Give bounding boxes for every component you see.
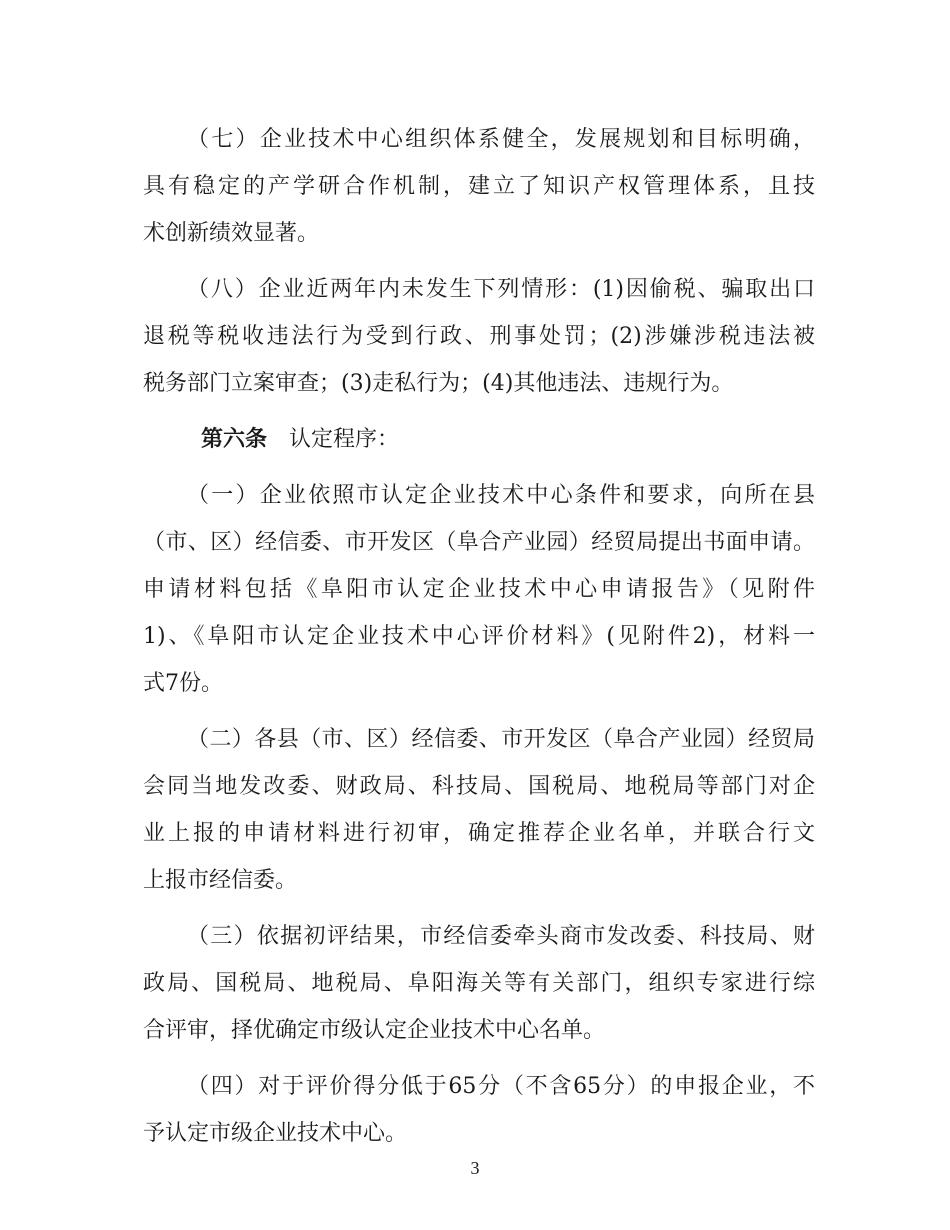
paragraph-line: （四）对于评价得分低于65分（不含65分）的申报企业，不 <box>187 1074 815 1099</box>
paragraph-line: 合评审，择优确定市级认定企业技术中心名单。 <box>143 1018 606 1043</box>
paragraph-line: （七）企业技术中心组织体系健全，发展规划和目标明确， <box>187 127 815 152</box>
paragraph-seven <box>143 116 815 257</box>
paragraph-line: 予认定市级企业技术中心。 <box>143 1121 408 1146</box>
paragraph-line: 上报市经信委。 <box>143 868 298 893</box>
paragraph-line: 式7份。 <box>143 671 223 696</box>
step-two <box>143 716 815 904</box>
step-one <box>143 472 815 707</box>
paragraph-line: （一）企业依照市认定企业技术中心条件和要求，向所在县 <box>187 483 815 508</box>
paragraph-line: 术创新绩效显著。 <box>143 221 320 246</box>
article-heading <box>143 416 815 463</box>
document-body <box>143 116 815 1157</box>
paragraph-line: 会同当地发改委、财政局、科技局、国税局、地税局等部门对企 <box>143 774 815 799</box>
paragraph-line: （八）企业近两年内未发生下列情形：(1)因偷税、骗取出口 <box>187 277 815 302</box>
paragraph-line: （三）依据初评结果，市经信委牵头商市发改委、科技局、财 <box>187 924 815 949</box>
article-title: 认定程序： <box>289 427 400 452</box>
paragraph-line: 税务部门立案审查；(3)走私行为；(4)其他违法、违规行为。 <box>143 371 734 396</box>
page-number: 3 <box>470 1158 480 1178</box>
paragraph-eight <box>143 266 815 407</box>
paragraph-line: 具有稳定的产学研合作机制，建立了知识产权管理体系，且技 <box>143 174 815 199</box>
step-four <box>143 1063 815 1157</box>
article-label: 第六条 <box>201 427 268 452</box>
paragraph-line: 1)、《阜阳市认定企业技术中心评价材料》(见附件2)，材料一 <box>143 624 815 649</box>
paragraph-line: 退税等税收违法行为受到行政、刑事处罚；(2)涉嫌涉税违法被 <box>143 324 815 349</box>
paragraph-line: 政局、国税局、地税局、阜阳海关等有关部门，组织专家进行综 <box>143 971 815 996</box>
step-three <box>143 913 815 1054</box>
paragraph-line: 申请材料包括《阜阳市认定企业技术中心申请报告》（见附件 <box>143 577 815 602</box>
paragraph-line: （市、区）经信委、市开发区（阜合产业园）经贸局提出书面申请。 <box>143 530 815 555</box>
paragraph-line: 业上报的申请材料进行初审，确定推荐企业名单，并联合行文 <box>143 821 815 846</box>
paragraph-line: （二）各县（市、区）经信委、市开发区（阜合产业园）经贸局 <box>187 727 815 752</box>
